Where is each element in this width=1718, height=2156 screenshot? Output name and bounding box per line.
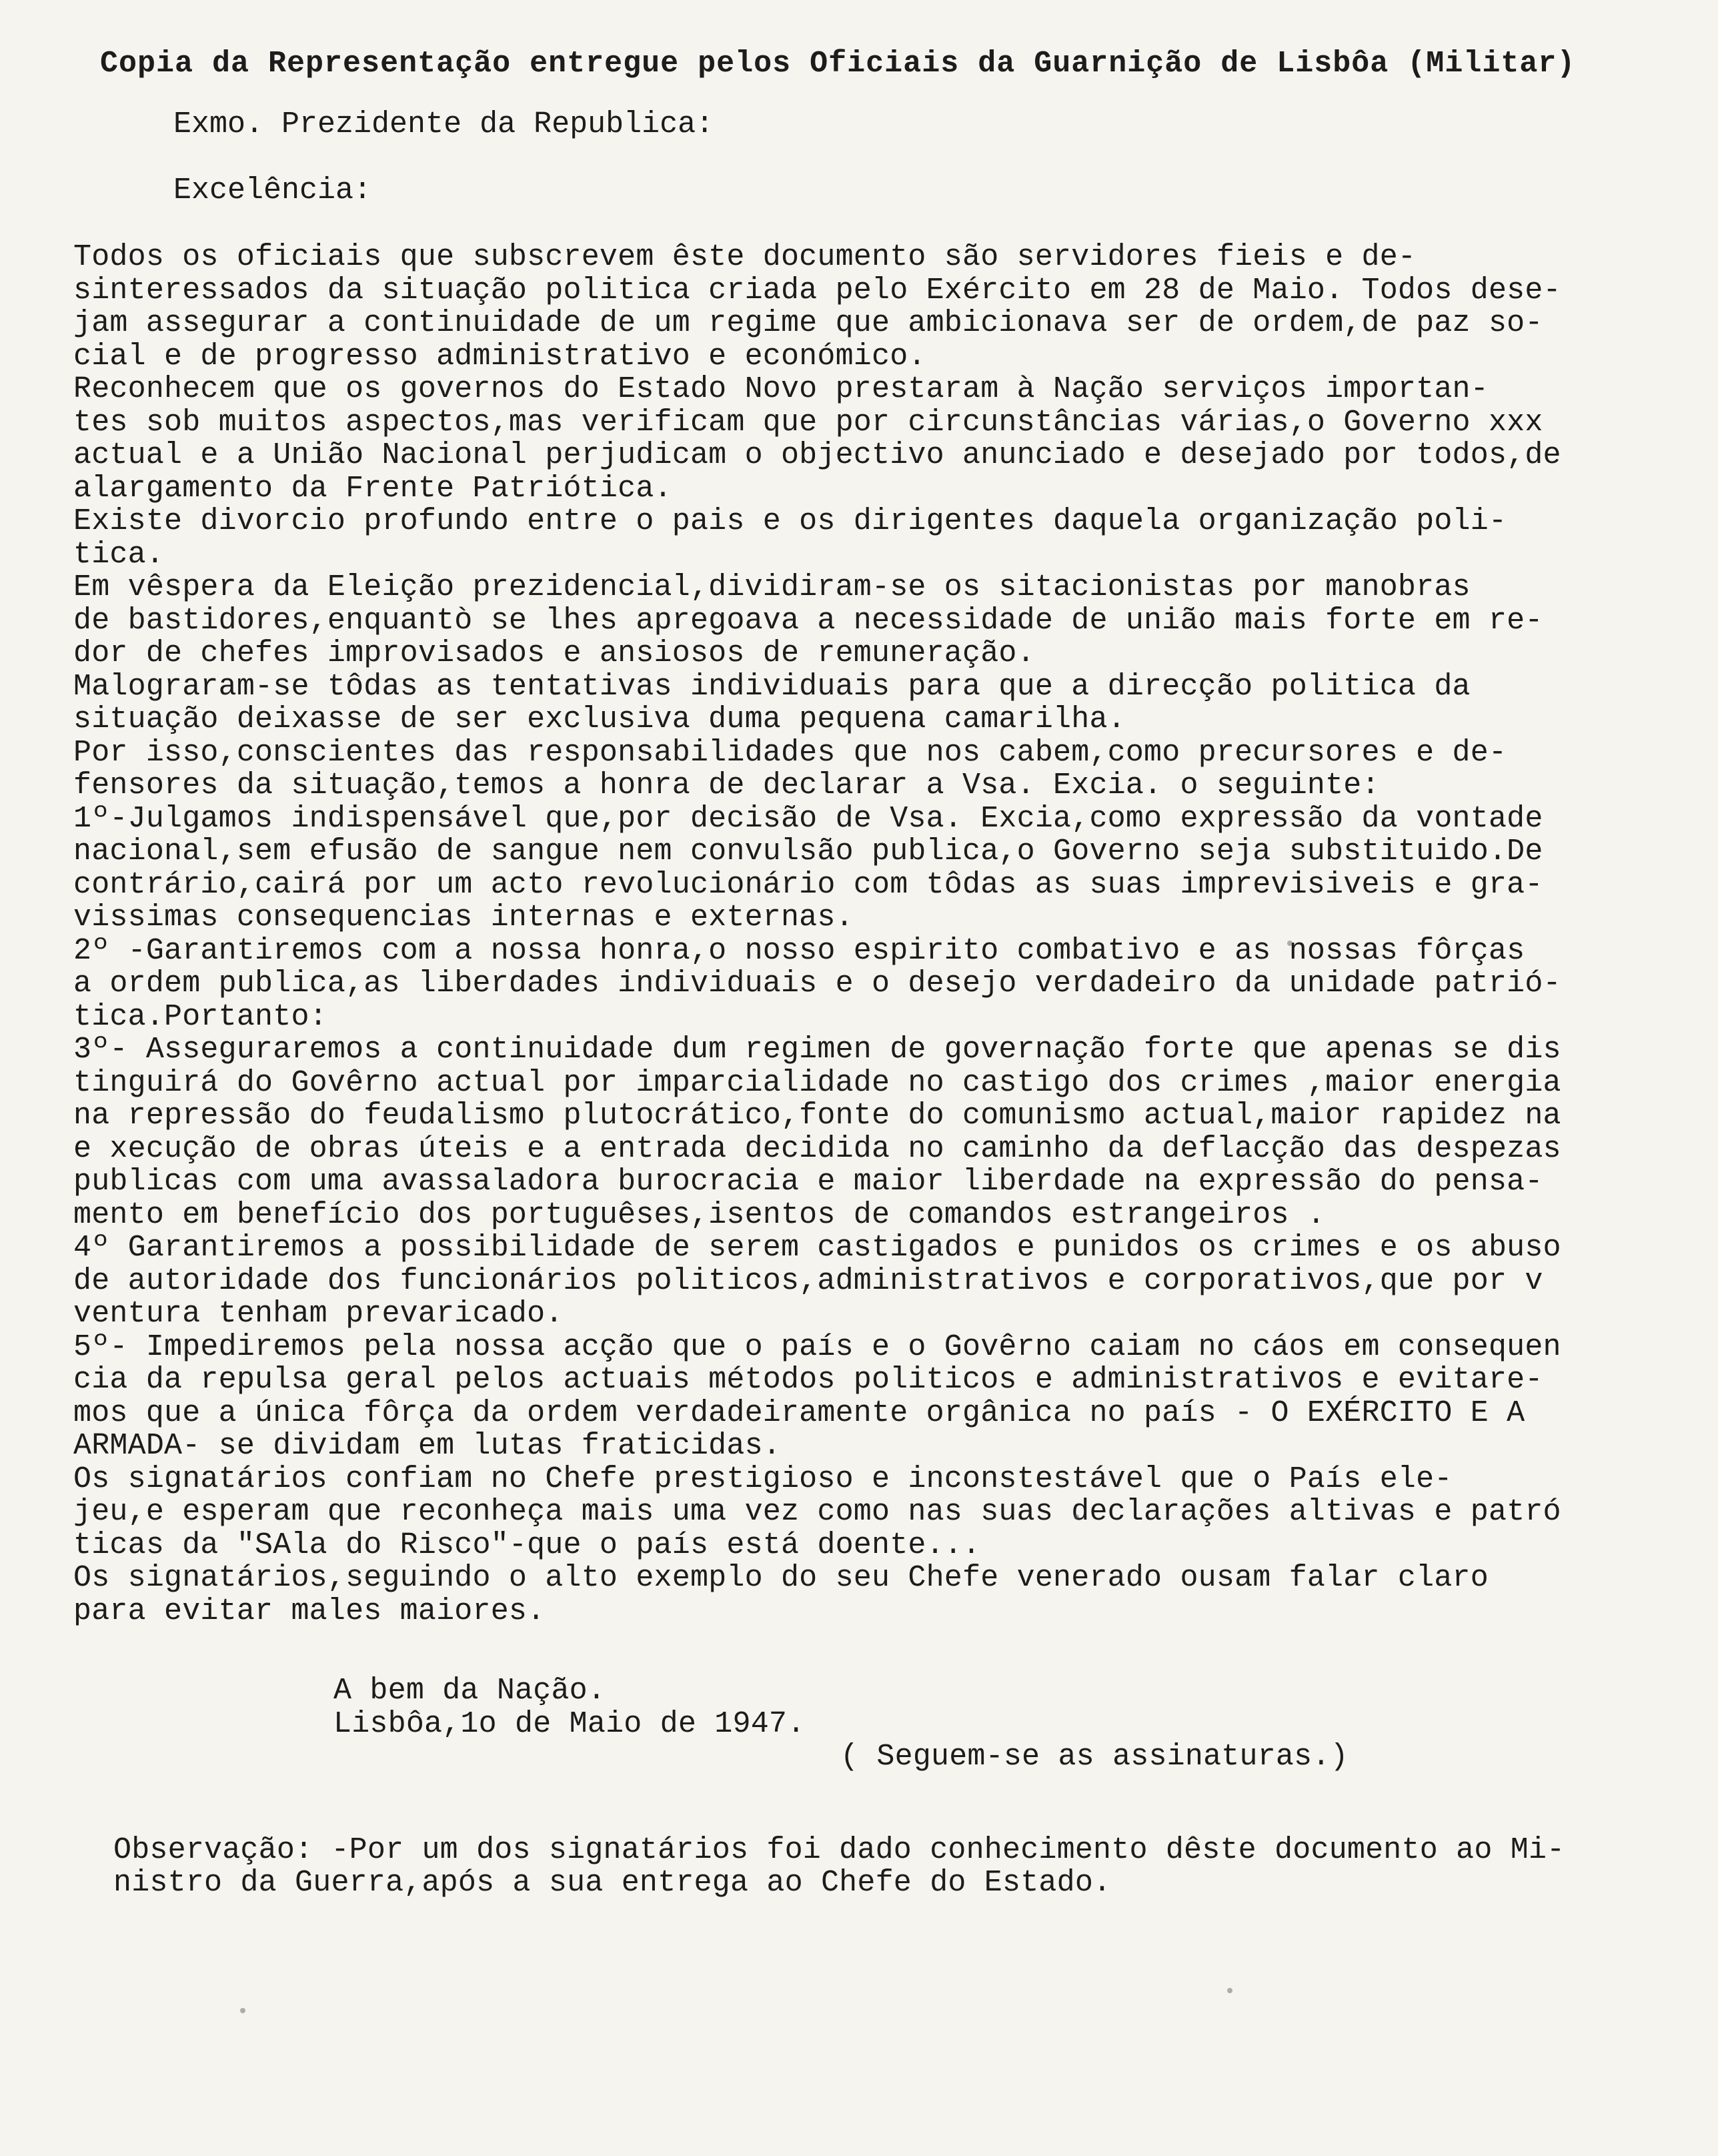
- body-line: mento em benefício dos portuguêses,isentos de comandos estrangeiros .: [73, 1197, 1326, 1232]
- ink-speck: [1074, 1514, 1079, 1520]
- closing-line: A bem da Nação.: [333, 1674, 606, 1708]
- body-line: cial e de progresso administrativo e económico.: [73, 339, 926, 374]
- body-line: contrário,cairá por um acto revolucionário com tôdas as suas imprevisiveis e gra-: [73, 867, 1543, 902]
- observation-block: [113, 1834, 1671, 1900]
- place-date-line: Lisbôa,1o de Maio de 1947.: [333, 1706, 806, 1741]
- body-line: na repressão do feudalismo plutocrático,fonte do comunismo actual,maior rapidez na: [73, 1099, 1561, 1133]
- ink-speck: [240, 2008, 245, 2013]
- observation-line: nistro da Guerra,após a sua entrega ao Chefe do Estado.: [113, 1866, 1112, 1900]
- body-line: vissimas consequencias internas e externas.: [73, 901, 854, 935]
- body-line: Os signatários confiam no Chefe prestigioso e inconstestável que o País ele-: [73, 1462, 1453, 1496]
- body-line: cia da repulsa geral pelos actuais métodos politicos e administrativos e evitare-: [73, 1363, 1543, 1397]
- body-line: sinteressados da situação politica criada pelo Exército em 28 de Maio. Todos dese-: [73, 273, 1561, 308]
- body-line: para evitar males maiores.: [73, 1594, 546, 1628]
- body-line: tica.Portanto:: [73, 999, 327, 1034]
- signoff-block: [333, 1674, 1671, 1774]
- body-line: de bastidores,enquantò se lhes apregoava a necessidade de união mais forte em re-: [73, 603, 1543, 638]
- body-line: Por isso,conscientes das responsabilidades que nos cabem,como precursores e de-: [73, 735, 1507, 770]
- ink-speck: [1227, 1988, 1232, 1993]
- body-line: mos que a única fôrça da ordem verdadeiramente orgânica no país - O EXÉRCITO E A: [73, 1396, 1525, 1430]
- body-line: ARMADA- se dividam em lutas fraticidas.: [73, 1429, 781, 1463]
- body-line: 1º-Julgamos indispensável que,por decisão de Vsa. Excia,como expressão da vontade: [73, 801, 1543, 836]
- body-line: Em vêspera da Eleição prezidencial,dividiram-se os sitacionistas por manobras: [73, 570, 1471, 604]
- body-line: tinguirá do Govêrno actual por imparcialidade no castigo dos crimes ,maior energia: [73, 1065, 1561, 1100]
- body-line: tica.: [73, 537, 165, 572]
- body-line: actual e a União Nacional perjudicam o objectivo anunciado e desejado por todos,de: [73, 438, 1561, 472]
- body-line: 4º Garantiremos a possibilidade de serem castigados e punidos os crimes e os abuso: [73, 1231, 1561, 1265]
- body-line: fensores da situação,temos a honra de declarar a Vsa. Excia. o seguinte:: [73, 768, 1380, 802]
- body-line: ticas da "SAla do Risco"-que o país está doente...: [73, 1528, 981, 1562]
- body-line: tes sob muitos aspectos,mas verificam que por circunstâncias várias,o Governo xxx: [73, 405, 1543, 440]
- body-line: dor de chefes improvisados e ansiosos de remuneração.: [73, 636, 1035, 670]
- body-line: alargamento da Frente Patriótica.: [73, 471, 672, 506]
- body-line: jam assegurar a continuidade de um regime que ambicionava ser de ordem,de paz so-: [73, 306, 1543, 340]
- salutation: Exmo. Prezidente da Republica:: [173, 107, 714, 141]
- body-line: jeu,e esperam que reconheça mais uma vez como nas suas declarações altivas e patró: [73, 1495, 1561, 1529]
- body-line: de autoridade dos funcionários politicos,administrativos e corporativos,que por v: [73, 1263, 1543, 1298]
- signatures-note: ( Seguem-se as assinaturas.): [840, 1740, 1349, 1774]
- body-line: Reconhecem que os governos do Estado Novo prestaram à Nação serviços importan-: [73, 372, 1489, 406]
- body-line: Malograram-se tôdas as tentativas individuais para que a direcção politica da: [73, 669, 1471, 704]
- ink-speck: [1287, 941, 1293, 946]
- body-line: nacional,sem efusão de sangue nem convulsão publica,o Governo seja substituido.De: [73, 835, 1543, 869]
- greeting: Excelência:: [173, 173, 372, 207]
- observation-line: Observação: -Por um dos signatários foi dado conhecimento dêste documento ao Mi-: [113, 1832, 1565, 1867]
- body-line: ventura tenham prevaricado.: [73, 1297, 564, 1331]
- body-line: situação deixasse de ser exclusiva duma pequena camarilha.: [73, 702, 1126, 736]
- body-line: e xecução de obras úteis e a entrada decidida no caminho da deflacção das despezas: [73, 1131, 1561, 1166]
- letter-body: [73, 241, 1671, 1628]
- body-line: Os signatários,seguindo o alto exemplo do seu Chefe venerado ousam falar claro: [73, 1561, 1489, 1595]
- body-line: publicas com uma avassaladora burocracia e maior liberdade na expressão do pensa-: [73, 1165, 1543, 1199]
- body-line: 2º -Garantiremos com a nossa honra,o nosso espirito combativo e as nossas fôrças: [73, 933, 1525, 968]
- body-line: a ordem publica,as liberdades individuais e o desejo verdadeiro da unidade patrió-: [73, 967, 1561, 1001]
- body-line: Existe divorcio profundo entre o pais e os dirigentes daquela organização poli-: [73, 504, 1507, 538]
- body-line: Todos os oficiais que subscrevem êste documento são servidores fieis e de-: [73, 240, 1417, 274]
- document-title: Copia da Representação entregue pelos Oficiais da Guarnição de Lisbôa (Militar): [100, 47, 1576, 81]
- body-line: 3º- Asseguraremos a continuidade dum regimen de governação forte que apenas se dis: [73, 1033, 1561, 1067]
- body-line: 5º- Impediremos pela nossa acção que o país e o Govêrno caiam no cáos em consequen: [73, 1329, 1561, 1364]
